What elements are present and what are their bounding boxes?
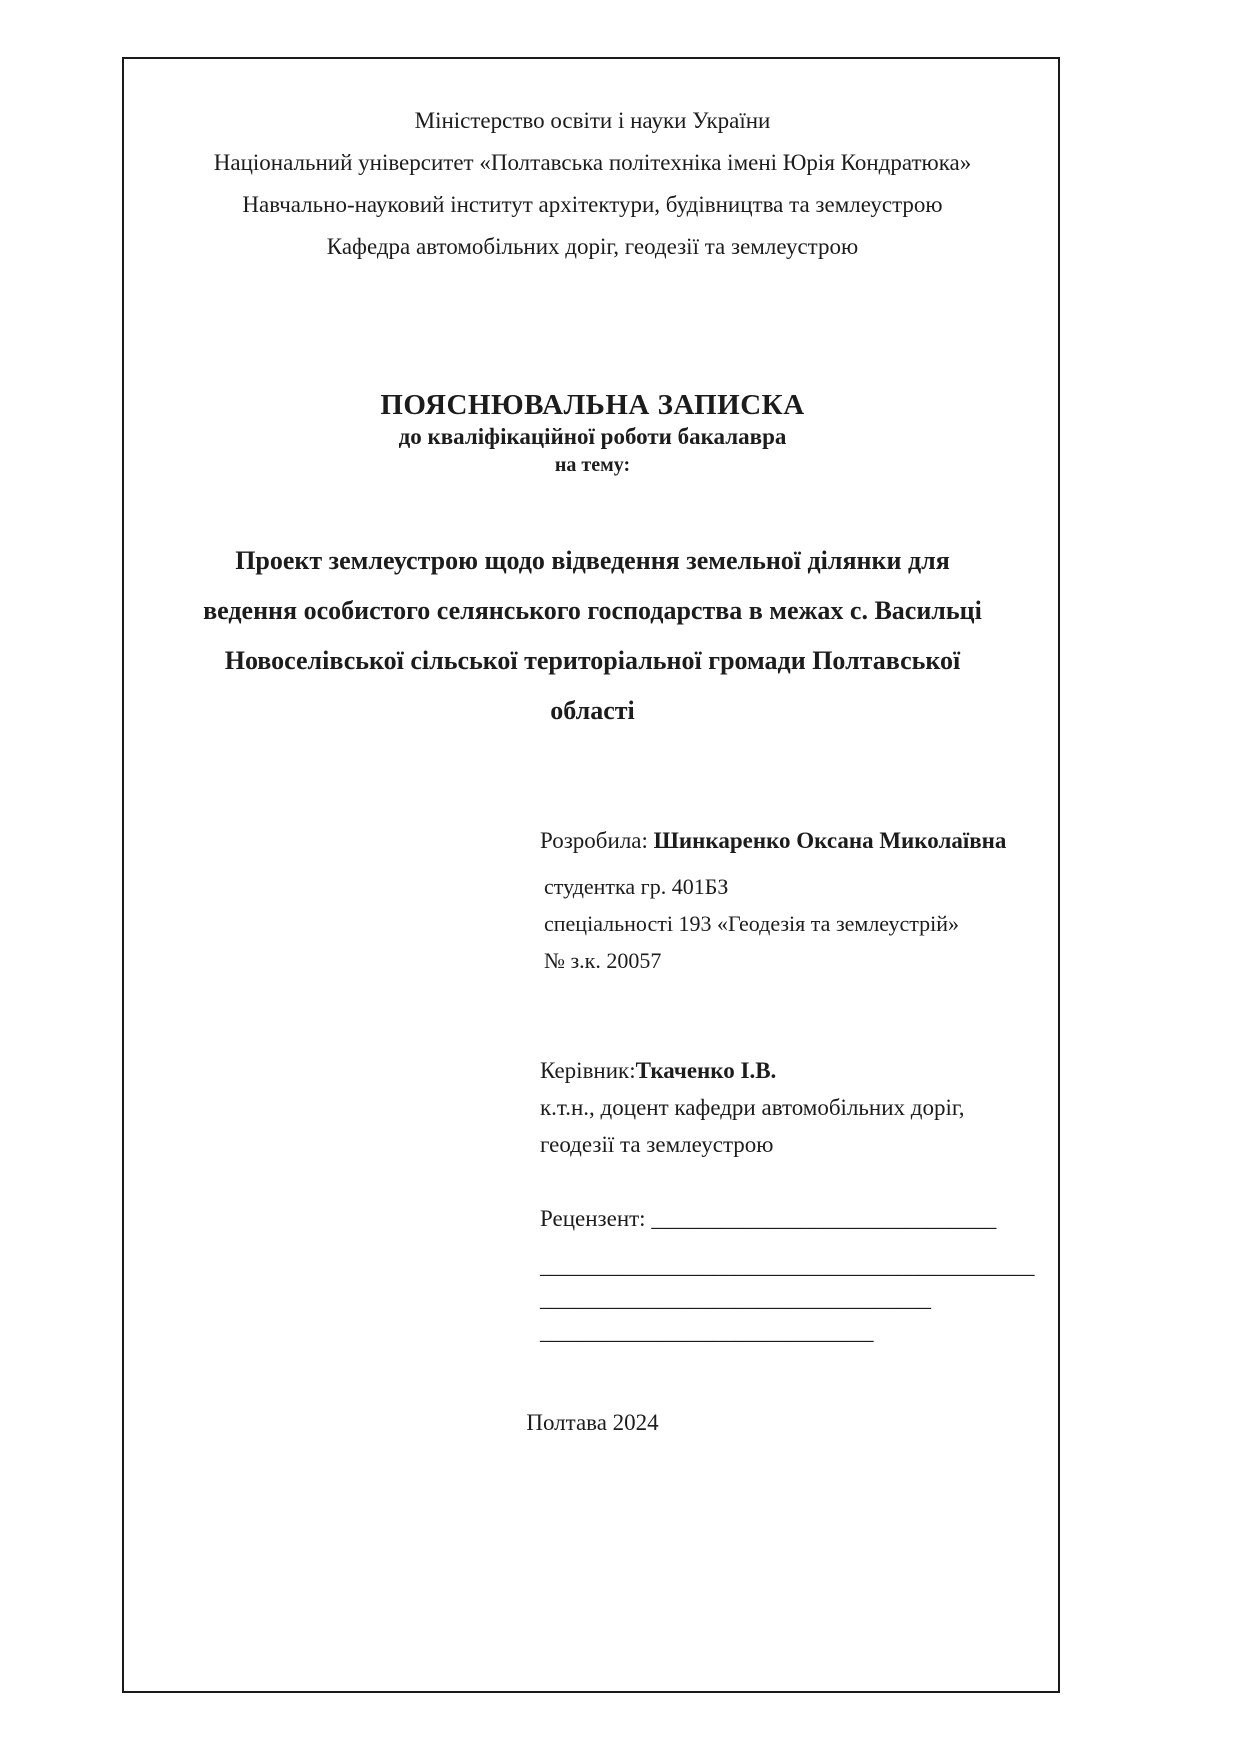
university-line: Національний університет «Полтавська політехніка імені Юрія Кондратюка» (213, 150, 972, 175)
supervisor-block (540, 1052, 1030, 1163)
blank-signature-line: __________________________________ (540, 1286, 931, 1311)
document-title: ПОЯСНЮВАЛЬНА ЗАПИСКА (380, 389, 805, 421)
city-year-footer: Полтава 2024 (526, 1410, 659, 1435)
topic-line: Проект землеустрою щодо відведення земельної ділянки для (235, 546, 950, 575)
department-line: Кафедра автомобільних доріг, геодезії та землеустрою (326, 234, 859, 259)
reviewer-signature-line: ______________________________ (651, 1206, 997, 1231)
blank-signature-line: _____________________________ (540, 1319, 874, 1344)
document-subtitle: до кваліфікаційної роботи бакалавра (398, 424, 787, 449)
author-block (540, 818, 1025, 979)
supervisor-line (540, 1052, 1030, 1089)
author-line (540, 818, 1025, 864)
author-name: Шинкаренко Оксана Миколаївна (653, 828, 1007, 853)
supervisor-role-label: Керівник: (540, 1058, 636, 1083)
institute-line: Навчально-науковий інститут архітектури, будівництва та землеустрою (242, 192, 943, 217)
ministry-line: Міністерство освіти і науки України (414, 108, 771, 133)
blank-signature-line: ___________________________________________ (540, 1253, 1035, 1278)
author-role-label: Розробила: (540, 828, 654, 853)
document-subtitle-theme: на тему: (554, 454, 631, 476)
reviewer-label: Рецензент: (540, 1206, 652, 1231)
supervisor-description: к.т.н., доцент кафедри автомобільних доріг, геодезії та землеустрою (540, 1095, 965, 1157)
author-group-line: студентка гр. 401БЗ (544, 874, 729, 899)
author-details (544, 868, 1025, 979)
reviewer-line (540, 1202, 1040, 1235)
topic-line: області (550, 696, 635, 725)
institution-header (140, 100, 1045, 268)
author-record-number-line: № з.к. 20057 (544, 948, 662, 973)
author-speciality-line: спеціальності 193 «Геодезія та землеустрій» (544, 911, 960, 936)
document-title-block (140, 388, 1045, 478)
topic-line: Новоселівської сільської територіальної громади Полтавської (224, 646, 961, 675)
supervisor-name: Ткаченко І.В. (635, 1058, 777, 1083)
topic-line: ведення особистого селянського господарства в межах с. Васильці (203, 596, 982, 625)
reviewer-block (540, 1202, 1040, 1348)
thesis-topic (150, 536, 1035, 736)
